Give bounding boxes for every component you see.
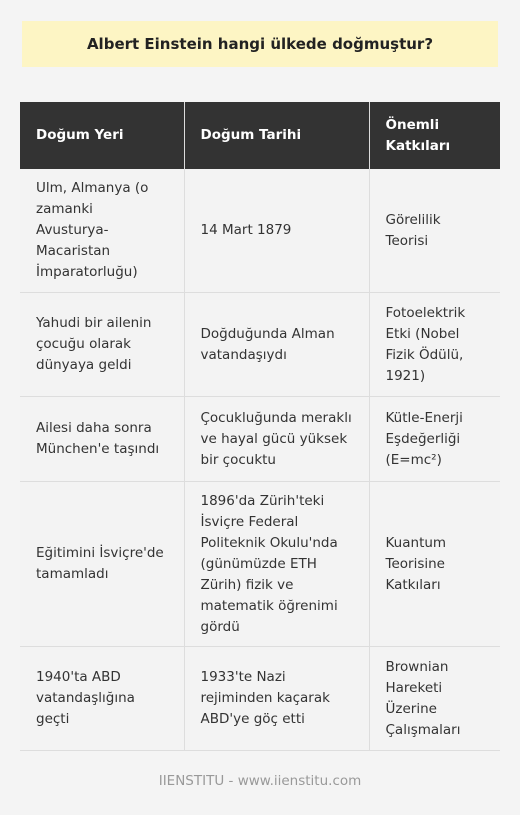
- table-cell: Ulm, Almanya (o zamanki Avusturya-Macaristan İmparatorluğu): [20, 169, 184, 293]
- table-cell: 14 Mart 1879: [184, 169, 369, 293]
- table-cell: Doğduğunda Alman vatandaşıydı: [184, 293, 369, 397]
- header-birthdate: Doğum Tarihi: [184, 102, 369, 169]
- table-cell: 1896'da Zürih'teki İsviçre Federal Politeknik Okulu'nda (günümüzde ETH Zürih) fizik ve matematik öğrenimi gördü: [184, 482, 369, 647]
- header-birthplace: Doğum Yeri: [20, 102, 184, 169]
- table-cell: Çocukluğunda meraklı ve hayal gücü yüksek bir çocuktu: [184, 397, 369, 482]
- title-banner: [22, 21, 498, 67]
- table-cell: Yahudi bir ailenin çocuğu olarak dünyaya geldi: [20, 293, 184, 397]
- table-header-row: [20, 102, 500, 169]
- table-cell: Kuantum Teorisine Katkıları: [369, 482, 500, 647]
- table-row: [20, 169, 500, 293]
- table-cell: Eğitimini İsviçre'de tamamladı: [20, 482, 184, 647]
- table-row: [20, 647, 500, 751]
- footer-credit: IIENSTITU - www.iienstitu.com: [158, 773, 362, 789]
- table-cell: Kütle-Enerji Eşdeğerliği (E=mc²): [369, 397, 500, 482]
- table-cell: Fotoelektrik Etki (Nobel Fizik Ödülü, 1921): [369, 293, 500, 397]
- table-cell: Brownian Hareketi Üzerine Çalışmaları: [369, 647, 500, 751]
- table-row: [20, 482, 500, 647]
- header-contributions: Önemli Katkıları: [369, 102, 500, 169]
- table-row: [20, 397, 500, 482]
- table-cell: 1940'ta ABD vatandaşlığına geçti: [20, 647, 184, 751]
- page-title: Albert Einstein hangi ülkede doğmuştur?: [86, 35, 434, 53]
- table-cell: 1933'te Nazi rejiminden kaçarak ABD'ye göç etti: [184, 647, 369, 751]
- info-table: [20, 102, 500, 751]
- table-cell: Görelilik Teorisi: [369, 169, 500, 293]
- table-row: [20, 293, 500, 397]
- table-cell: Ailesi daha sonra München'e taşındı: [20, 397, 184, 482]
